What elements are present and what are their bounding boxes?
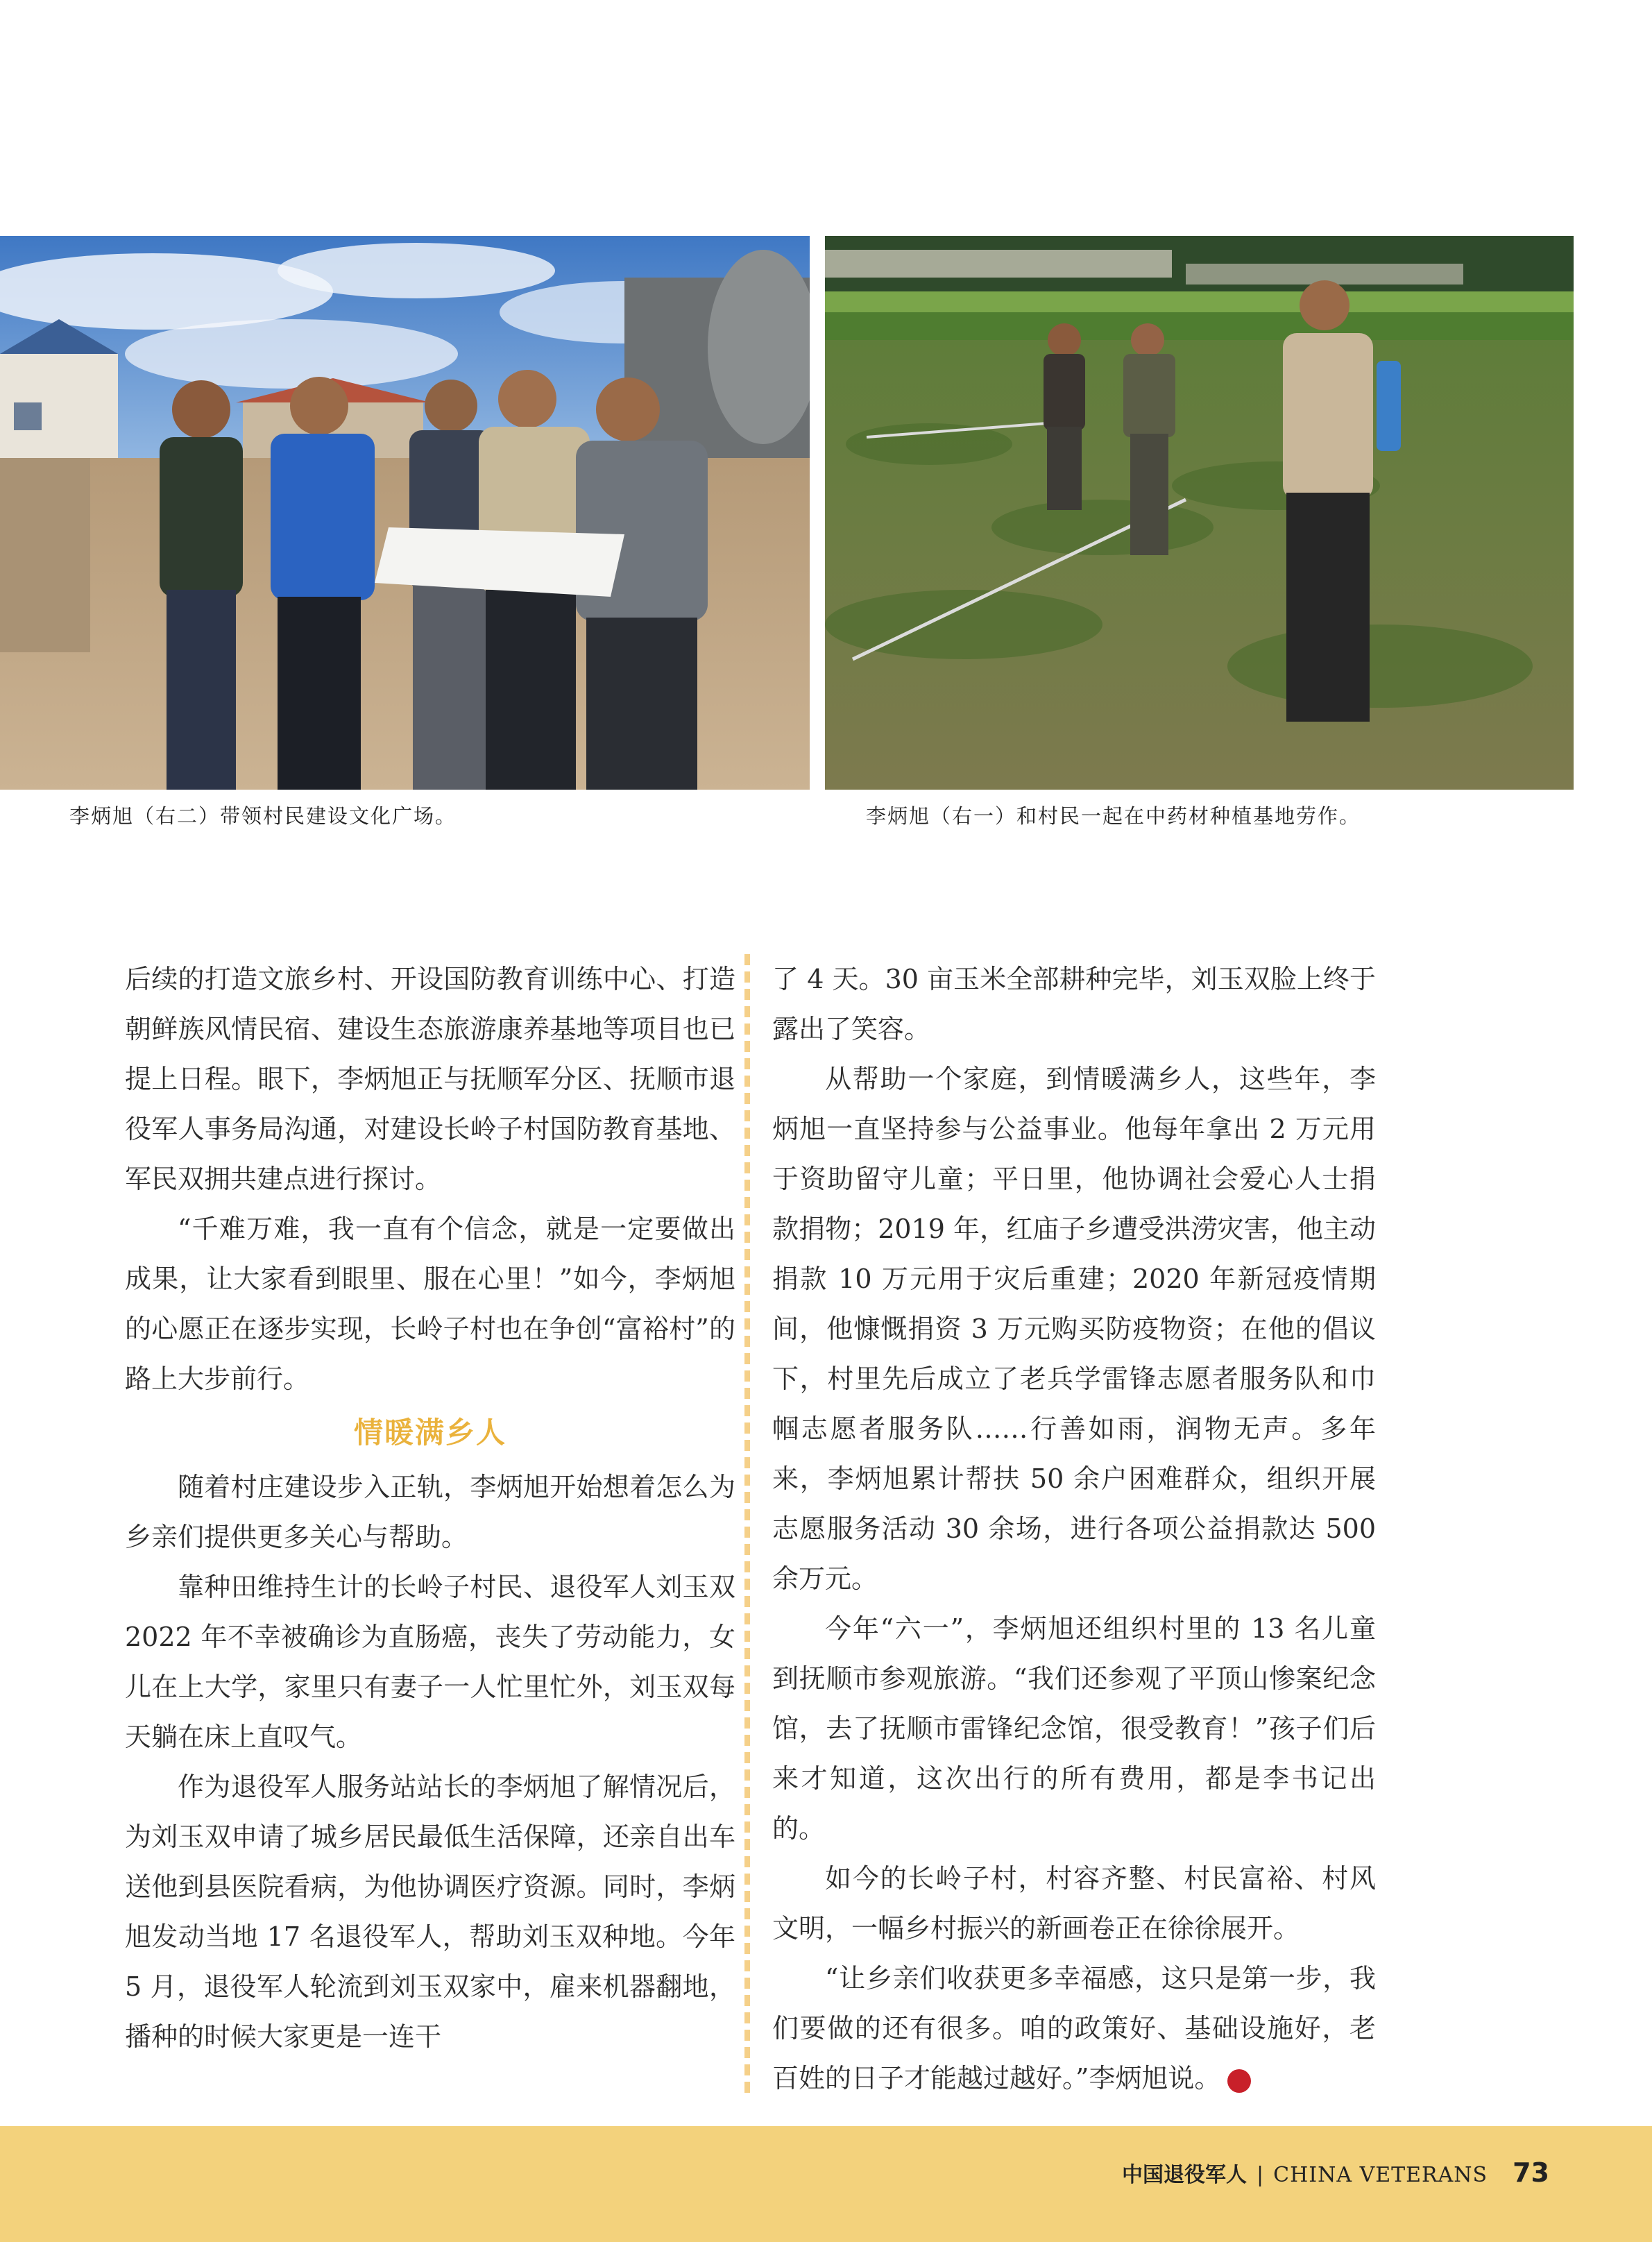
footer-separator: | xyxy=(1257,2163,1264,2187)
article-column-left xyxy=(125,954,735,2062)
paragraph: 如今的长岭子村，村容齐整、村民富裕、村风文明，一幅乡村振兴的新画卷正在徐徐展开。 xyxy=(772,1863,1376,1944)
column-divider xyxy=(744,954,750,2096)
paragraph: 后续的打造文旅乡村、开设国防教育训练中心、打造朝鲜族风情民宿、建设生态旅游康养基地等项目也已提上日程。眼下，李炳旭正与抚顺军分区、抚顺市退役军人事务局沟通，对建设长岭子村国防教育基地、军民双拥共建点进行探讨。 xyxy=(125,964,735,1194)
paragraph: 作为退役军人服务站站长的李炳旭了解情况后，为刘玉双申请了城乡居民最低生活保障，还亲自出车送他到县医院看病，为他协调医疗资源。同时，李炳旭发动当地 17 名退役军人，帮助刘玉双种地。今年 5 月，退役军人轮流到刘玉双家中，雇来机器翻地，播种的时候大家更是一连干 xyxy=(125,1772,735,2052)
paragraph: 靠种田维持生计的长岭子村民、退役军人刘玉双 2022 年不幸被确诊为直肠癌，丧失了劳动能力，女儿在上大学，家里只有妻子一人忙里忙外，刘玉双每天躺在床上直叹气。 xyxy=(125,1572,735,1752)
photo-herb-field xyxy=(825,236,1574,790)
footer-bar xyxy=(0,2126,1652,2242)
magazine-name-cn: 中国退役军人 xyxy=(1122,2163,1247,2187)
photo-construction-site xyxy=(0,236,810,790)
photo-caption-right: 李炳旭（右一）和村民一起在中药材种植基地劳作。 xyxy=(866,804,1361,828)
photo-caption-left: 李炳旭（右二）带领村民建设文化广场。 xyxy=(69,804,457,828)
footer-magazine-info xyxy=(1122,2157,1549,2188)
paragraph: 从帮助一个家庭，到情暖满乡人，这些年，李炳旭一直坚持参与公益事业。他每年拿出 2 万元用于资助留守儿童；平日里，他协调社会爱心人士捐款捐物；2019 年，红庙子乡遭受洪涝灾害，他主动捐款 10 万元用于灾后重建；2020 年新冠疫情期间，他慷慨捐资 3 万元购买防疫物资；在他的倡议下，村里先后成立了老兵学雷锋志愿者服务队和巾帼志愿者服务队……行善如雨，润物无声。多年来，李炳旭累计帮扶 50 余户困难群众，组织开展志愿服务活动 30 余场，进行各项公益捐款达 500 余万元。 xyxy=(772,1064,1376,1594)
paragraph-final-text: “让乡亲们收获更多幸福感，这只是第一步，我们要做的还有很多。咱的政策好、基础设施好，老百姓的日子才能越过越好。”李炳旭说。 xyxy=(772,1963,1376,2094)
end-mark-icon: V xyxy=(1227,2069,1251,2093)
paragraph-final xyxy=(772,1953,1376,2103)
article-column-right xyxy=(772,954,1376,2103)
paragraph: 了 4 天。30 亩玉米全部耕种完毕，刘玉双脸上终于露出了笑容。 xyxy=(772,964,1376,1044)
paragraph: “千难万难，我一直有个信念，就是一定要做出成果，让大家看到眼里、服在心里！”如今，李炳旭的心愿正在逐步实现，长岭子村也在争创“富裕村”的路上大步前行。 xyxy=(125,1214,735,1394)
paragraph: 今年“六一”，李炳旭还组织村里的 13 名儿童到抚顺市参观旅游。“我们还参观了平顶山惨案纪念馆，去了抚顺市雷锋纪念馆，很受教育！”孩子们后来才知道，这次出行的所有费用，都是李书记出的。 xyxy=(772,1613,1376,1844)
paragraph: 随着村庄建设步入正轨，李炳旭开始想着怎么为乡亲们提供更多关心与帮助。 xyxy=(125,1472,735,1552)
magazine-name-en: CHINA VETERANS xyxy=(1273,2163,1488,2187)
section-heading: 情暖满乡人 xyxy=(353,1416,506,1450)
page-number: 73 xyxy=(1513,2157,1549,2188)
